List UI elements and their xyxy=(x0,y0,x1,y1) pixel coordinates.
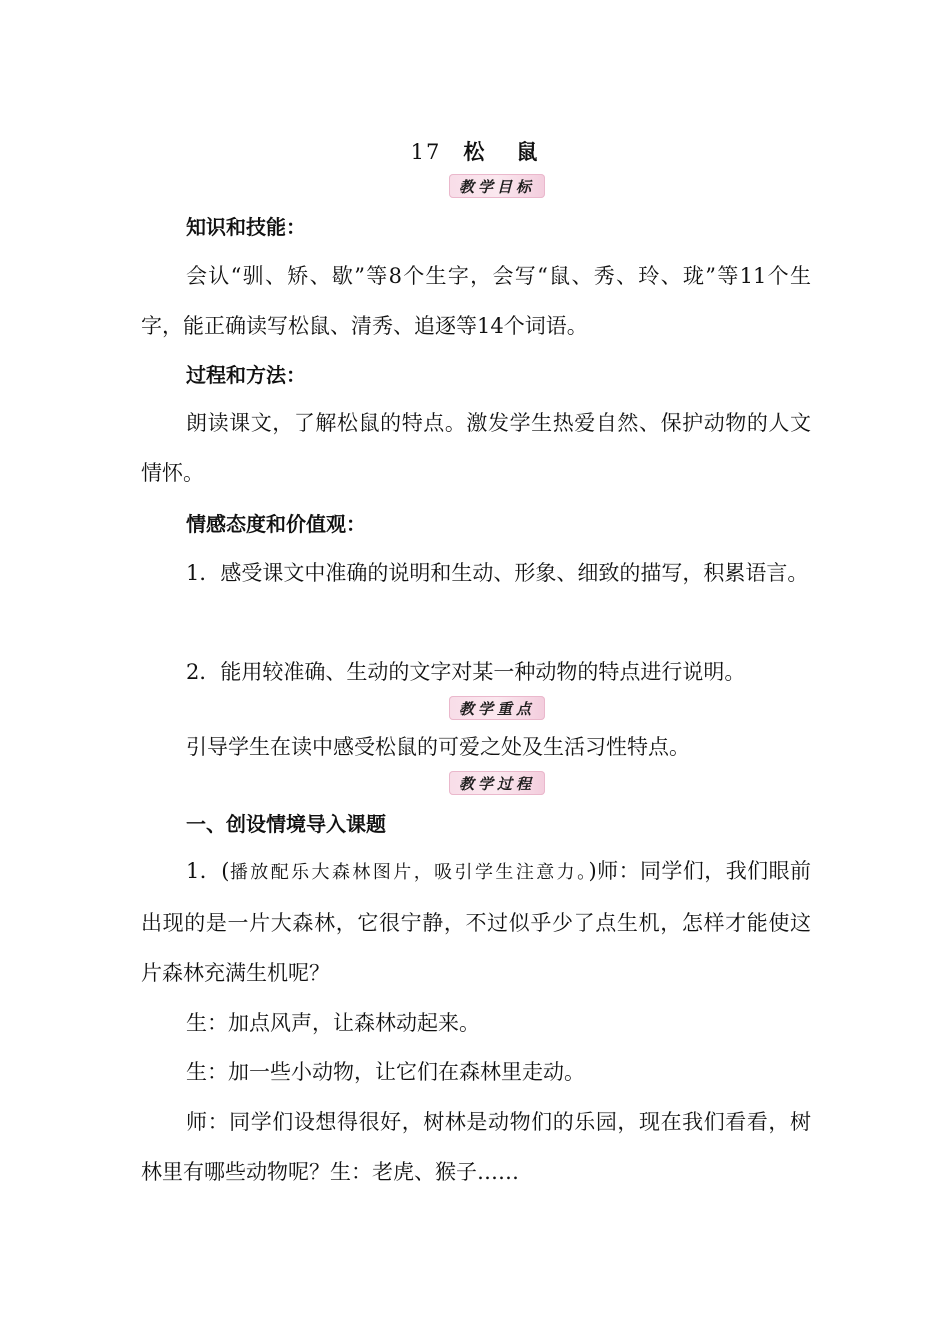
process-paragraph-3: 生：加一些小动物，让它们在森林里走动。 xyxy=(186,1060,585,1084)
process-method-heading: 过程和方法： xyxy=(186,363,306,387)
process-paragraph-2: 生：加点风声，让森林动起来。 xyxy=(186,1011,480,1035)
process-paragraph-1 xyxy=(141,846,811,998)
key-points-badge-label: 教学重点 xyxy=(458,699,535,718)
emotion-item-1: 1．感受课文中准确的说明和生动、形象、细致的描写，积累语言。 xyxy=(186,561,809,585)
key-points-badge xyxy=(449,696,545,720)
emotion-item-2: 2．能用较准确、生动的文字对某一种动物的特点进行说明。 xyxy=(186,660,746,684)
p1-stage-note: 播放配乐大森林图片，吸引学生注意力。 xyxy=(229,862,589,883)
knowledge-skills-text: 会认“驯、矫、歇”等8个生字，会写“鼠、秀、玲、珑”等11个生字，能正确读写松鼠、清秀、追逐等14个词语。 xyxy=(141,264,811,338)
process-paragraph-4: 师：同学们设想得很好，树林是动物们的乐园，现在我们看看，树林里有哪些动物呢？生：老虎、猴子…… xyxy=(141,1110,811,1184)
p1-rest: )师：同学们，我们眼前出现的是一片大森林，它很宁静，不过似乎少了点生机，怎样才能使这片森林充满生机呢？ xyxy=(141,859,811,985)
lesson-number: 17 xyxy=(410,140,442,164)
teaching-goals-badge xyxy=(449,174,545,198)
teaching-goals-badge-label: 教学目标 xyxy=(458,177,535,196)
emotion-values-heading: 情感态度和价值观： xyxy=(186,512,366,536)
process-method-text: 朗读课文，了解松鼠的特点。激发学生热爱自然、保护动物的人文情怀。 xyxy=(141,411,811,485)
p1-prefix: 1．( xyxy=(186,859,230,883)
teaching-process-badge-label: 教学过程 xyxy=(458,774,535,793)
title-word-1: 松 xyxy=(463,139,487,164)
lesson-title xyxy=(0,136,950,166)
key-points-text: 引导学生在读中感受松鼠的可爱之处及生活习性特点。 xyxy=(186,735,690,759)
title-word-2: 鼠 xyxy=(516,139,540,164)
knowledge-skills-heading: 知识和技能： xyxy=(186,215,306,239)
teaching-process-badge xyxy=(449,771,545,795)
section-1-heading: 一、创设情境导入课题 xyxy=(186,812,386,836)
